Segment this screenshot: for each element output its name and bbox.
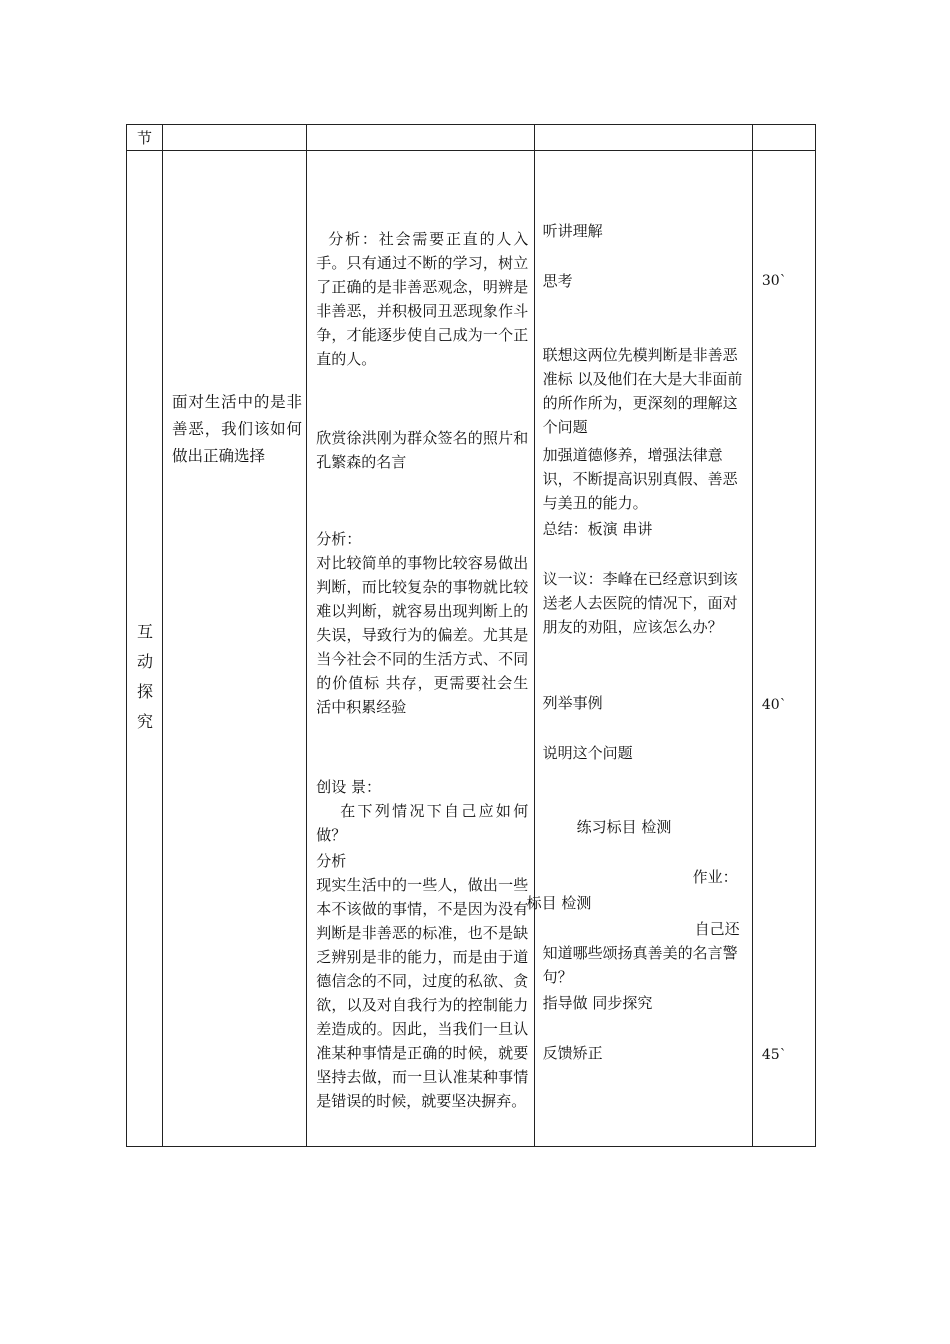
time-mark: 30` — [761, 273, 787, 289]
appreciate-paragraph: 欣赏徐洪刚为群众签名的照片和孔繁森的名言 — [316, 429, 529, 471]
student-line: 联想这两位先模判断是非善恶准标 以及他们在大是大非面前的所作所为，更深刻的理解这个问题 — [542, 346, 743, 436]
student-line: 列举事例 — [542, 694, 603, 712]
step-label-cell: 节 — [127, 125, 163, 151]
empty-header-cell — [534, 125, 752, 151]
goal-cell — [163, 151, 307, 1147]
empty-header-cell — [163, 125, 307, 151]
student-line: 思考 — [542, 272, 573, 290]
scene-question: 在下列情况下自己应如何做？ — [316, 802, 529, 844]
table-header-row — [127, 125, 816, 151]
time-mark: 40` — [761, 697, 787, 713]
analysis-paragraph: 现实生活中的一些人，做出一些本不该做的事情，不是因为没有判断是非善恶的标准，也不是缺乏辨别是非的能力，而是由于道德信念的不同，过度的私欲、贪欲，以及对自我行为的控制能力差造成的。因此，当我们一旦认准某种事情是正确的时候，就要坚持去做，而一旦认准某种事情是错误的时候，就要坚决摒弃。 — [316, 876, 529, 1110]
student-line: 标目 检测 — [526, 894, 592, 912]
time-mark: 45` — [761, 1047, 787, 1063]
student-line: 指导做 同步探究 — [542, 994, 653, 1012]
stage-char: 究 — [136, 712, 153, 731]
student-line: 反馈矫正 — [542, 1044, 603, 1062]
table-row — [127, 151, 816, 1147]
student-line: 听讲理解 — [542, 222, 603, 240]
student-line: 加强道德修养，增强法律意识，不断提高识别真假、善恶与美丑的能力。 — [542, 446, 738, 512]
stage-char: 互 — [136, 622, 153, 641]
analysis-label: 分析 — [316, 852, 347, 870]
time-cell — [752, 151, 815, 1147]
student-line: 说明这个问题 — [542, 744, 633, 762]
teacher-activity-cell — [307, 151, 534, 1147]
goal-text: 面对生活中的是非善恶，我们该如何做出正确选择 — [172, 393, 303, 465]
analysis-paragraph: 分析：社会需要正直的人入手。只有通过不断的学习，树立了正确的是非善恶观念，明辨是非善恶，并积极同丑恶现象作斗争，才能逐步使自己成为一个正直的人。 — [316, 230, 529, 368]
stage-cell — [127, 151, 163, 1147]
scene-label: 创设 景： — [316, 778, 382, 796]
student-line: 自己还知道哪些颂扬真善美的名言警句？ — [542, 920, 740, 986]
empty-header-cell — [752, 125, 815, 151]
analysis-label: 分析： — [316, 530, 362, 548]
stage-label — [127, 617, 163, 737]
empty-header-cell — [307, 125, 534, 151]
lesson-plan-table — [126, 124, 816, 1147]
student-line: 作业： — [692, 868, 738, 886]
student-line: 议一议：李峰在已经意识到该送老人去医院的情况下，面对朋友的劝阻，应该怎么办？ — [542, 570, 738, 636]
student-activity-cell — [526, 151, 752, 1147]
stage-char: 探 — [136, 682, 153, 701]
stage-char: 动 — [136, 652, 153, 671]
analysis-paragraph: 对比较简单的事物比较容易做出判断，而比较复杂的事物就比较难以判断，就容易出现判断上的失误，导致行为的偏差。尤其是当今社会不同的生活方式、不同的价值标 共存，更需要社会生活中积累经验 — [316, 554, 529, 716]
student-line: 练习标目 检测 — [576, 818, 672, 836]
student-line: 总结：板演 串讲 — [542, 520, 653, 538]
